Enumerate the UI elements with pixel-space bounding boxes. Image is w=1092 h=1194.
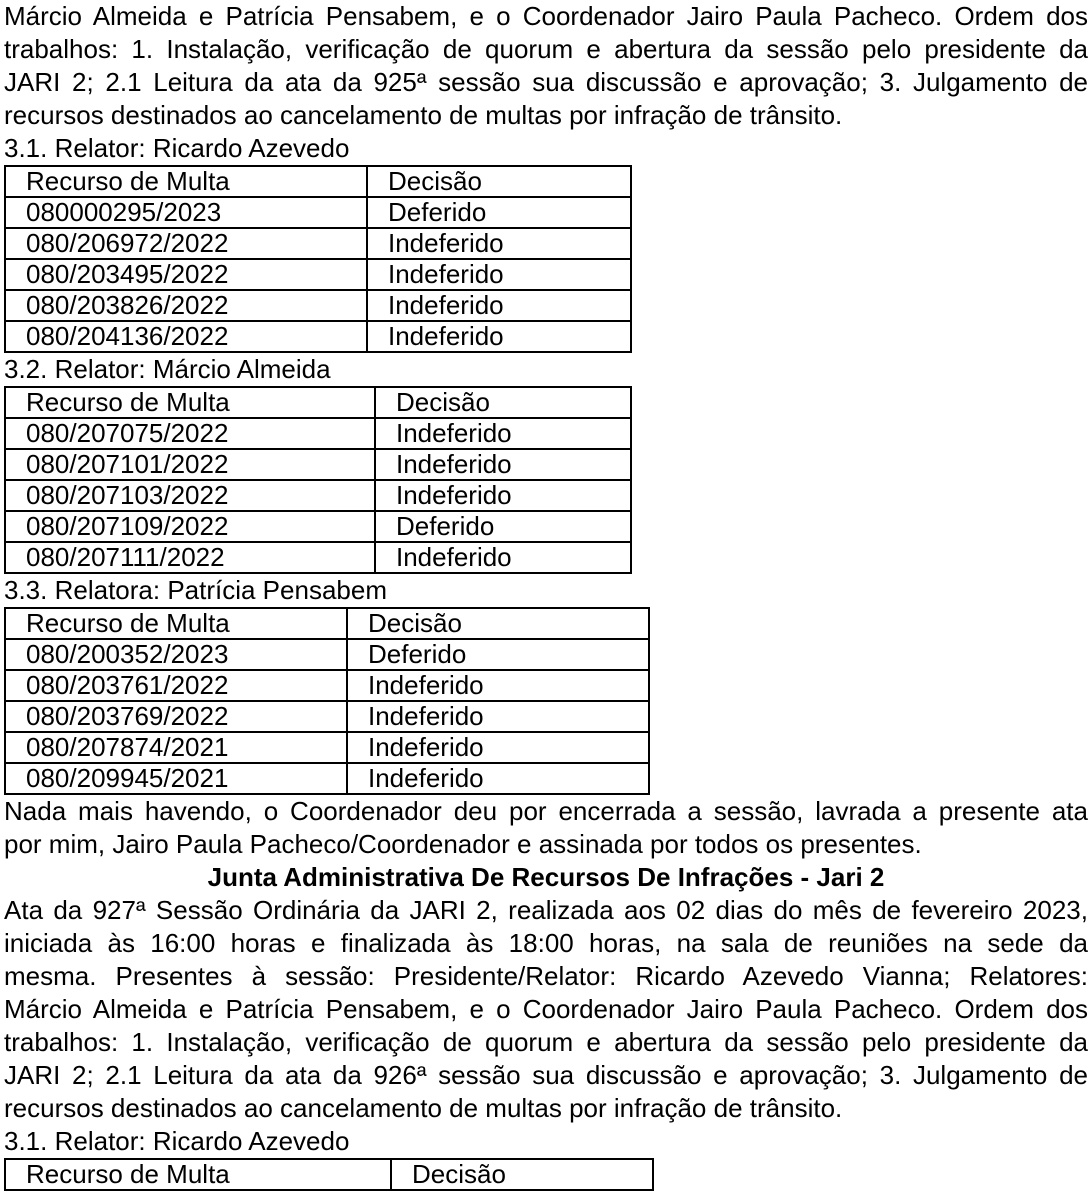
decisao-cell: Indeferido — [375, 542, 631, 573]
table-header-row — [5, 387, 631, 418]
recurso-cell: 080/204136/2022 — [5, 321, 367, 352]
paragraph-line: recursos destinados ao cancelamento de multas por infração de trânsito. — [4, 1093, 843, 1123]
table-row — [5, 228, 631, 259]
recurso-cell: 080/207109/2022 — [5, 511, 375, 542]
recurso-cell: 080/203495/2022 — [5, 259, 367, 290]
table-row — [5, 449, 631, 480]
section-heading-3-3: 3.3. Relatora: Patrícia Pensabem — [4, 575, 387, 605]
header-decisao: Decisão — [367, 166, 631, 197]
table-row — [5, 321, 631, 352]
table-row — [5, 290, 631, 321]
decisao-cell: Deferido — [347, 639, 649, 670]
decisao-cell: Indeferido — [347, 701, 649, 732]
table-row — [5, 763, 649, 794]
table-header-row — [5, 608, 649, 639]
table-row — [5, 701, 649, 732]
recurso-cell: 080000295/2023 — [5, 197, 367, 228]
recurso-cell: 080/200352/2023 — [5, 639, 347, 670]
recurso-cell: 080/203761/2022 — [5, 670, 347, 701]
paragraph-line: mesma. Presentes à sessão: Presidente/Relator: Ricardo Azevedo Vianna; Relatores: — [4, 961, 1088, 991]
paragraph-line: por mim, Jairo Paula Pacheco/Coordenador e assinada por todos os presentes. — [4, 829, 922, 859]
table-row — [5, 197, 631, 228]
decisao-cell: Deferido — [367, 197, 631, 228]
paragraph-line: trabalhos: 1. Instalação, verificação de quorum e abertura da sessão pelo presidente da — [4, 34, 1088, 64]
header-decisao: Decisão — [391, 1159, 653, 1190]
paragraph-line: recursos destinados ao cancelamento de multas por infração de trânsito. — [4, 100, 843, 130]
table-row — [5, 480, 631, 511]
table-row — [5, 259, 631, 290]
header-decisao: Decisão — [375, 387, 631, 418]
session-title: Junta Administrativa De Recursos De Infrações - Jari 2 — [207, 862, 885, 892]
paragraph-line: Márcio Almeida e Patrícia Pensabem, e o Coordenador Jairo Paula Pacheco. Ordem dos — [4, 1, 1088, 31]
session-paragraph — [4, 894, 1088, 1125]
section-heading-3-1: 3.1. Relator: Ricardo Azevedo — [4, 133, 350, 163]
recurso-cell: 080/203769/2022 — [5, 701, 347, 732]
table-relatora-patricia — [4, 607, 650, 795]
decisao-cell: Indeferido — [367, 321, 631, 352]
decisao-cell: Indeferido — [375, 480, 631, 511]
paragraph-line: iniciada às 16:00 horas e finalizada às 18:00 horas, na sala de reuniões na sede da — [4, 928, 1088, 958]
table-next-relator-ricardo — [4, 1158, 654, 1191]
paragraph-line: JARI 2; 2.1 Leitura da ata da 925ª sessão sua discussão e aprovação; 3. Julgamento de — [4, 67, 1088, 97]
decisao-cell: Indeferido — [375, 449, 631, 480]
table-header-row — [5, 1159, 653, 1190]
recurso-cell: 080/207103/2022 — [5, 480, 375, 511]
header-recurso: Recurso de Multa — [5, 387, 375, 418]
paragraph-line: Ata da 927ª Sessão Ordinária da JARI 2, realizada aos 02 dias do mês de fevereiro 2023, — [4, 895, 1088, 925]
header-decisao: Decisão — [347, 608, 649, 639]
recurso-cell: 080/207075/2022 — [5, 418, 375, 449]
decisao-cell: Indeferido — [367, 259, 631, 290]
closing-paragraph — [4, 795, 1088, 861]
recurso-cell: 080/207111/2022 — [5, 542, 375, 573]
table-row — [5, 732, 649, 763]
recurso-cell: 080/209945/2021 — [5, 763, 347, 794]
table-relator-ricardo — [4, 165, 632, 353]
document-page — [4, 0, 1088, 1191]
decisao-cell: Deferido — [375, 511, 631, 542]
table-row — [5, 670, 649, 701]
decisao-cell: Indeferido — [347, 763, 649, 794]
header-recurso: Recurso de Multa — [5, 608, 347, 639]
intro-paragraph — [4, 0, 1088, 132]
paragraph-line: JARI 2; 2.1 Leitura da ata da 926ª sessão sua discussão e aprovação; 3. Julgamento de — [4, 1060, 1088, 1090]
table-row — [5, 542, 631, 573]
header-recurso: Recurso de Multa — [5, 166, 367, 197]
section-heading-3-2: 3.2. Relator: Márcio Almeida — [4, 354, 331, 384]
paragraph-line: Márcio Almeida e Patrícia Pensabem, e o Coordenador Jairo Paula Pacheco. Ordem dos — [4, 994, 1088, 1024]
recurso-cell: 080/207874/2021 — [5, 732, 347, 763]
table-relator-marcio — [4, 386, 632, 574]
recurso-cell: 080/203826/2022 — [5, 290, 367, 321]
table-row — [5, 511, 631, 542]
section-heading-next-3-1: 3.1. Relator: Ricardo Azevedo — [4, 1126, 350, 1156]
decisao-cell: Indeferido — [347, 670, 649, 701]
recurso-cell: 080/207101/2022 — [5, 449, 375, 480]
decisao-cell: Indeferido — [367, 228, 631, 259]
recurso-cell: 080/206972/2022 — [5, 228, 367, 259]
decisao-cell: Indeferido — [367, 290, 631, 321]
header-recurso: Recurso de Multa — [5, 1159, 391, 1190]
decisao-cell: Indeferido — [347, 732, 649, 763]
paragraph-line: Nada mais havendo, o Coordenador deu por encerrada a sessão, lavrada a presente ata — [4, 796, 1088, 826]
table-row — [5, 639, 649, 670]
paragraph-line: trabalhos: 1. Instalação, verificação de quorum e abertura da sessão pelo presidente da — [4, 1027, 1088, 1057]
decisao-cell: Indeferido — [375, 418, 631, 449]
table-header-row — [5, 166, 631, 197]
table-row — [5, 418, 631, 449]
